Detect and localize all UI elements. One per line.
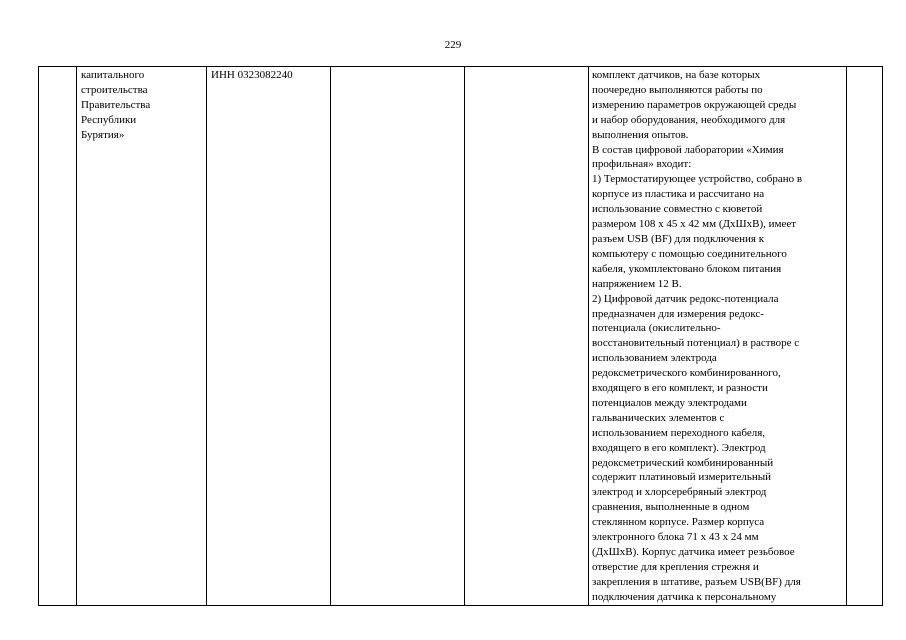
- table-row: [39, 67, 883, 606]
- organization-name-text: капитального строительства Правительства Республики Бурятия»: [81, 69, 151, 141]
- table-cell-number: [39, 67, 77, 606]
- cell-last-text: [847, 67, 882, 68]
- page-number: 229: [444, 39, 462, 51]
- registry-table: [38, 66, 883, 606]
- equipment-description-text: комплект датчиков, на базе которых поочередно выполняются работы по измерению параметров окружающей среды и набор оборудования, необходимого для выполнения опытов. В состав цифровой лаборатории «Химия профильная» входит: 1) Термостатирующее устройство, собрано в корпусе из пластика и рассчитано на использование совместно с кюветой размером 108 x 45 x 42 мм (ДхШхВ), имеет разъем USB (BF) для подключения к компьютеру с помощью соединительного кабеля, укомплектовано блоком питания напряжением 12 В. 2) Цифровой датчик редокс-потенциала предназначен для измерения редокс- потенциала (окислительно- восстановительный потенциал) в растворе с использованием электрода редоксметрического комбинированного, входящего в его комплект, и разности потенциалов между электродами гальванических элементов с использованием переходного кабеля, входящего в его комплект). Электрод редоксметрический комбинированный содержит платиновый измерительный электрод и хлорсеребряный электрод сравнения, выполненные в одном стеклянном корпусе. Размер корпуса электронного блока 71 x 43 x 24 мм (ДхШхВ). Корпус датчика имеет резьбовое отверстие для крепления стрежня и закрепления в штативе, разъем USB(BF) для подключения датчика к персональному: [592, 69, 803, 603]
- table-cell-empty-2: [465, 67, 589, 606]
- inn-text: ИНН 0323082240: [211, 69, 293, 81]
- table-cell-organization: [77, 67, 207, 606]
- table-cell-empty-1: [331, 67, 465, 606]
- table-cell-description: [589, 67, 847, 606]
- table-cell-last: [847, 67, 883, 606]
- cell-empty-2-text: [465, 67, 588, 68]
- table-cell-inn: [207, 67, 331, 606]
- cell-empty-1-text: [331, 67, 464, 68]
- cell-number-text: [39, 67, 76, 68]
